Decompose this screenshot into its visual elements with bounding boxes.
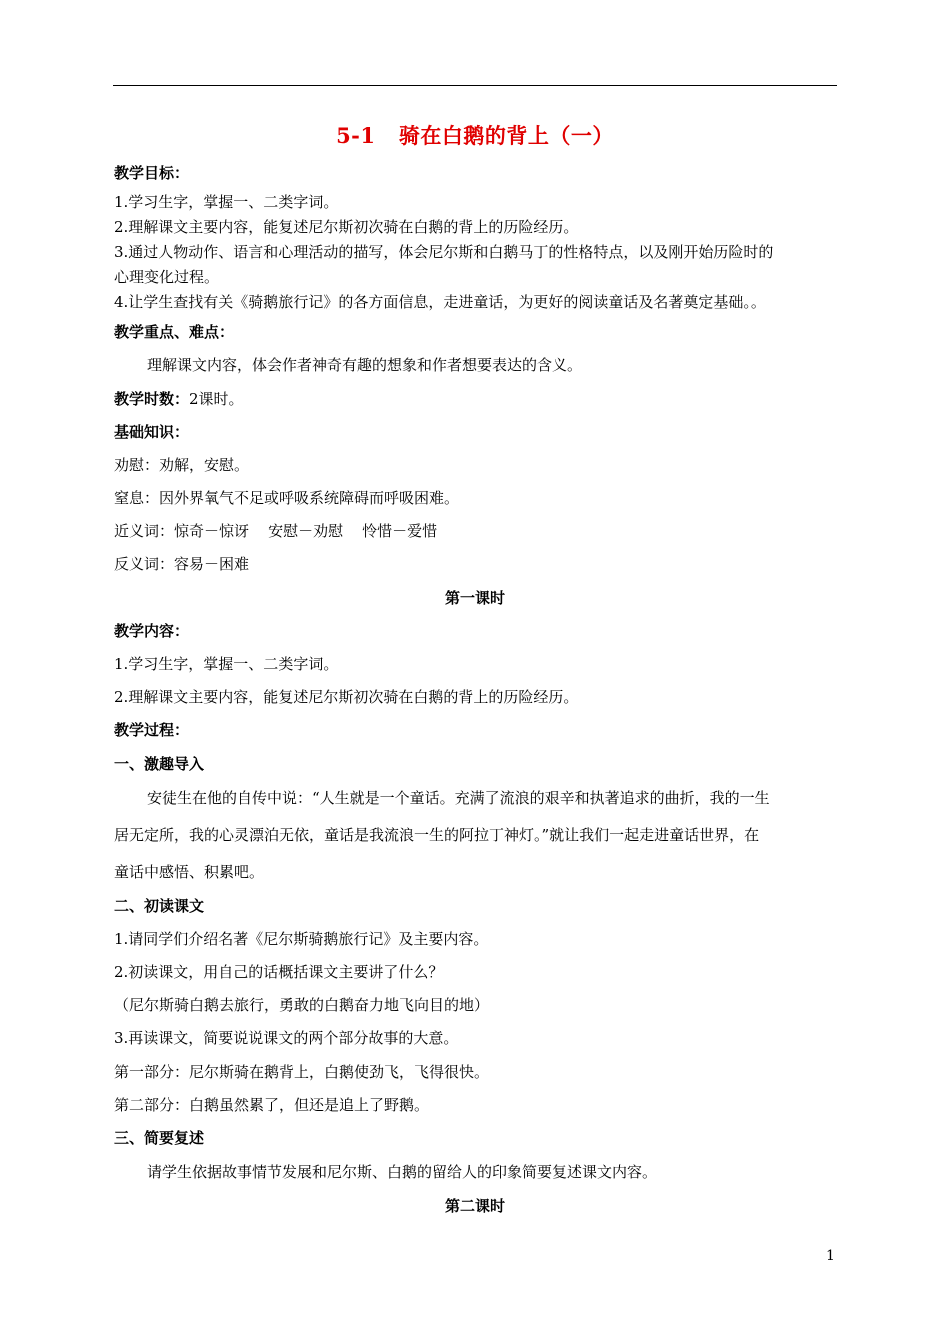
basics-item: 窒息：因外界氧气不足或呼吸系统障碍而呼吸困难。 xyxy=(114,489,460,507)
content-heading: 教学内容： xyxy=(114,622,190,640)
process-heading: 教学过程： xyxy=(114,721,190,739)
objective-item: 4.让学生查找有关《骑鹅旅行记》的各方面信息，走进童话，为更好的阅读童话及名著奠定基础。。 xyxy=(114,293,766,311)
objective-item: 2.理解课文主要内容，能复述尼尔斯初次骑在白鹅的背上的历险经历。 xyxy=(114,218,579,236)
lesson2-heading: 第二课时 xyxy=(444,1197,505,1215)
content-item: 2.理解课文主要内容，能复述尼尔斯初次骑在白鹅的背上的历险经历。 xyxy=(114,688,579,706)
antonyms-item: 反义词：容易－困难 xyxy=(114,555,250,573)
key-points-heading: 教学重点、难点： xyxy=(114,323,235,341)
section3-heading: 三、简要复述 xyxy=(114,1129,205,1147)
hours-value: 2课时。 xyxy=(189,390,244,408)
objective-item-continued: 心理变化过程。 xyxy=(114,268,220,286)
section2-heading: 二、初读课文 xyxy=(114,897,205,915)
section2-line: 第一部分：尼尔斯骑在鹅背上，白鹅使劲飞，飞得很快。 xyxy=(114,1063,490,1081)
section2-line: （尼尔斯骑白鹅去旅行，勇敢的白鹅奋力地飞向目的地） xyxy=(114,996,490,1014)
section2-line: 2.初读课文，用自己的话概括课文主要讲了什么？ xyxy=(114,963,444,981)
objective-item: 1.学习生字，掌握一、二类字词。 xyxy=(114,193,339,211)
section1-line: 童话中感悟、积累吧。 xyxy=(114,863,265,881)
section1-line: 居无定所，我的心灵漂泊无依，童话是我流浪一生的阿拉丁神灯。”就让我们一起走进童话世界，在 xyxy=(114,826,760,844)
section2-line: 3.再读课文，简要说说课文的两个部分故事的大意。 xyxy=(114,1029,459,1047)
basics-item: 劝慰：劝解，安慰。 xyxy=(114,456,250,474)
section2-line: 第二部分：白鹅虽然累了，但还是追上了野鹅。 xyxy=(114,1096,430,1114)
header-rule xyxy=(113,85,837,86)
basics-heading: 基础知识： xyxy=(114,423,190,441)
objective-item: 3.通过人物动作、语言和心理活动的描写，体会尼尔斯和白鹅马丁的性格特点，以及刚开始历险时的 xyxy=(114,243,774,261)
lesson1-heading: 第一课时 xyxy=(444,589,505,607)
key-points-text: 理解课文内容，体会作者神奇有趣的想象和作者想要表达的含义。 xyxy=(147,356,583,374)
hours-label: 教学时数： xyxy=(114,390,190,408)
page-number: 1 xyxy=(826,1248,835,1264)
document-title: 5-1 骑在白鹅的背上（一） xyxy=(336,123,614,148)
section2-line: 1.请同学们介绍名著《尼尔斯骑鹅旅行记》及主要内容。 xyxy=(114,930,489,948)
teaching-hours xyxy=(114,389,244,409)
section3-text: 请学生依据故事情节发展和尼尔斯、白鹅的留给人的印象简要复述课文内容。 xyxy=(147,1163,658,1181)
objectives-heading: 教学目标： xyxy=(114,164,190,182)
content-item: 1.学习生字，掌握一、二类字词。 xyxy=(114,655,339,673)
section1-line: 安徒生在他的自传中说：“人生就是一个童话。充满了流浪的艰辛和执著追求的曲折，我的一生 xyxy=(147,789,770,807)
section1-heading: 一、激趣导入 xyxy=(114,755,205,773)
synonyms-item: 近义词：惊奇－惊讶 安慰－劝慰 怜惜－爱惜 xyxy=(114,522,438,540)
